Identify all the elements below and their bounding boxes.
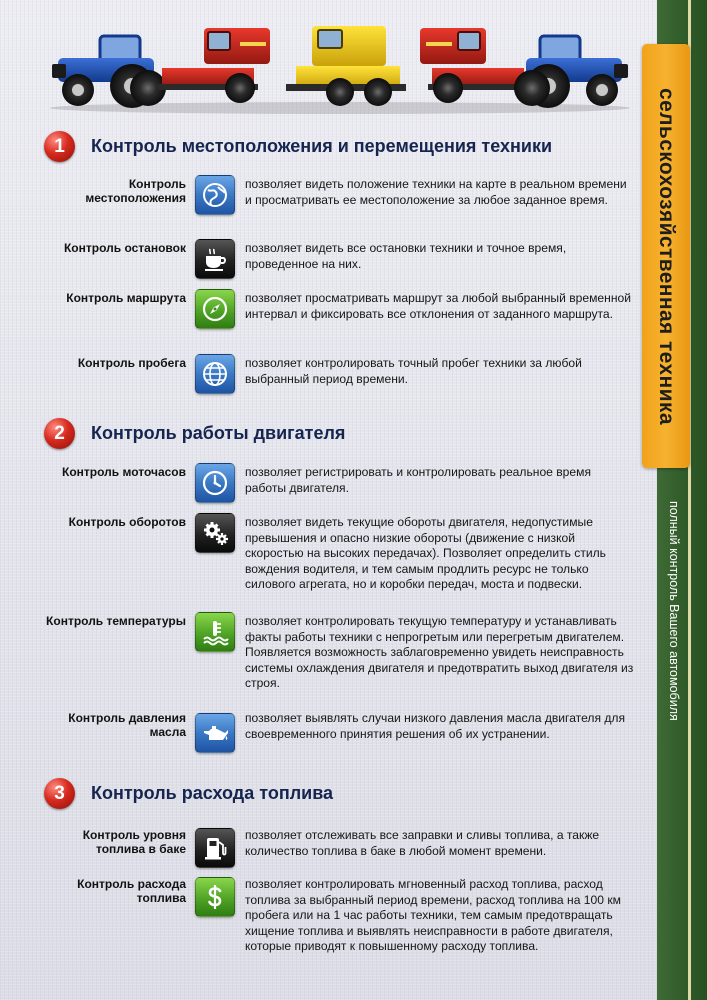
item-label: Контроль пробега bbox=[77, 356, 186, 370]
item-description: позволяет видеть текущие обороты двигателя, недопустимые превышения и опасно низкие обороты (движение с низкой скоростью на высоких передачах). Позволяет определить стиль вождения водителя, и тем самым продлить ресурс не только силового агрегата, но и коробки передач, моста и подвески. bbox=[245, 515, 606, 591]
blue-tractor-right bbox=[514, 36, 628, 108]
fuel-pump-icon bbox=[195, 828, 235, 868]
section-2-heading bbox=[44, 418, 345, 449]
section-number-badge: 2 bbox=[44, 418, 75, 449]
item-label: Контроль оборотов bbox=[68, 515, 186, 529]
section-1-heading bbox=[44, 131, 552, 162]
section-number-badge: 1 bbox=[44, 131, 75, 162]
item-description: позволяет отслеживать все заправки и сливы топлива, а также количество топлива в баке в любой момент времени. bbox=[245, 828, 600, 858]
item-description: позволяет видеть положение техники на карте в реальном времени и просматривать ее местоположение за любое заданное время. bbox=[245, 177, 627, 207]
globe-grid-icon bbox=[195, 354, 235, 394]
oil-can-icon bbox=[195, 713, 235, 753]
machinery-illustration bbox=[40, 22, 640, 114]
blue-tractor-left bbox=[52, 36, 166, 108]
section-number-badge: 3 bbox=[44, 778, 75, 809]
item-label: Контроль уровня топлива в баке bbox=[82, 828, 186, 856]
item-label: Контроль расхода топлива bbox=[77, 877, 186, 905]
red-combine-left bbox=[158, 28, 270, 103]
item-description: позволяет контролировать точный пробег техники за любой выбранный период времени. bbox=[245, 356, 582, 386]
section-title: Контроль расхода топлива bbox=[91, 783, 334, 803]
item-label: Контроль местоположения bbox=[85, 177, 186, 205]
item-label: Контроль температуры bbox=[46, 614, 186, 628]
section-title: Контроль местоположения и перемещения техники bbox=[91, 136, 553, 156]
category-tab-title: сельскохозяйственная техника bbox=[655, 87, 678, 425]
item-description: позволяет выявлять случаи низкого давления масла двигателя для своевременного принятия решения об их устранении. bbox=[245, 711, 626, 741]
item-label: Контроль остановок bbox=[63, 241, 186, 255]
machinery-banner bbox=[40, 22, 640, 114]
dollar-icon bbox=[195, 877, 235, 917]
coolant-temperature-icon bbox=[195, 612, 235, 652]
item-description: позволяет просматривать маршрут за любой выбранный временной интервал и фиксировать все отклонения от заданного маршрута. bbox=[245, 291, 632, 321]
compass-icon bbox=[195, 289, 235, 329]
section-3-heading bbox=[44, 778, 333, 809]
category-tab bbox=[642, 44, 690, 468]
item-description: позволяет контролировать мгновенный расход топлива, расход топлива за выбранный период времени, расход топлива на 100 км пробега или на 1 час работы техники, тем самым предотвращать хищение топлива и выявлять неисправности в работе двигателя, которые приводят к повышенному расходу топлива. bbox=[245, 877, 621, 953]
item-description: позволяет регистрировать и контролировать реальное время работы двигателя. bbox=[245, 465, 591, 495]
item-label: Контроль давления масла bbox=[68, 711, 186, 739]
section-title: Контроль работы двигателя bbox=[91, 423, 346, 443]
item-description: позволяет контролировать текущую температуру и устанавливать факты работы техники с непрогретым или перегретым двигателем. Появляется возможность заблаговременно увидеть неисправность системы охлаждения двигателя и предотвратить выход двигателя из строя. bbox=[245, 614, 634, 690]
item-label: Контроль моточасов bbox=[62, 465, 186, 479]
gears-icon bbox=[195, 513, 235, 553]
clock-icon bbox=[195, 463, 235, 503]
item-label: Контроль маршрута bbox=[66, 291, 186, 305]
sidebar-subtitle: полный контроль Вашего автомобиля bbox=[667, 501, 681, 721]
red-combine-right bbox=[420, 28, 528, 103]
coffee-cup-icon bbox=[195, 239, 235, 279]
yellow-combine-center bbox=[286, 26, 406, 106]
globe-location-icon bbox=[195, 175, 235, 215]
item-description: позволяет видеть все остановки техники и точное время, проведенное на них. bbox=[245, 241, 567, 271]
